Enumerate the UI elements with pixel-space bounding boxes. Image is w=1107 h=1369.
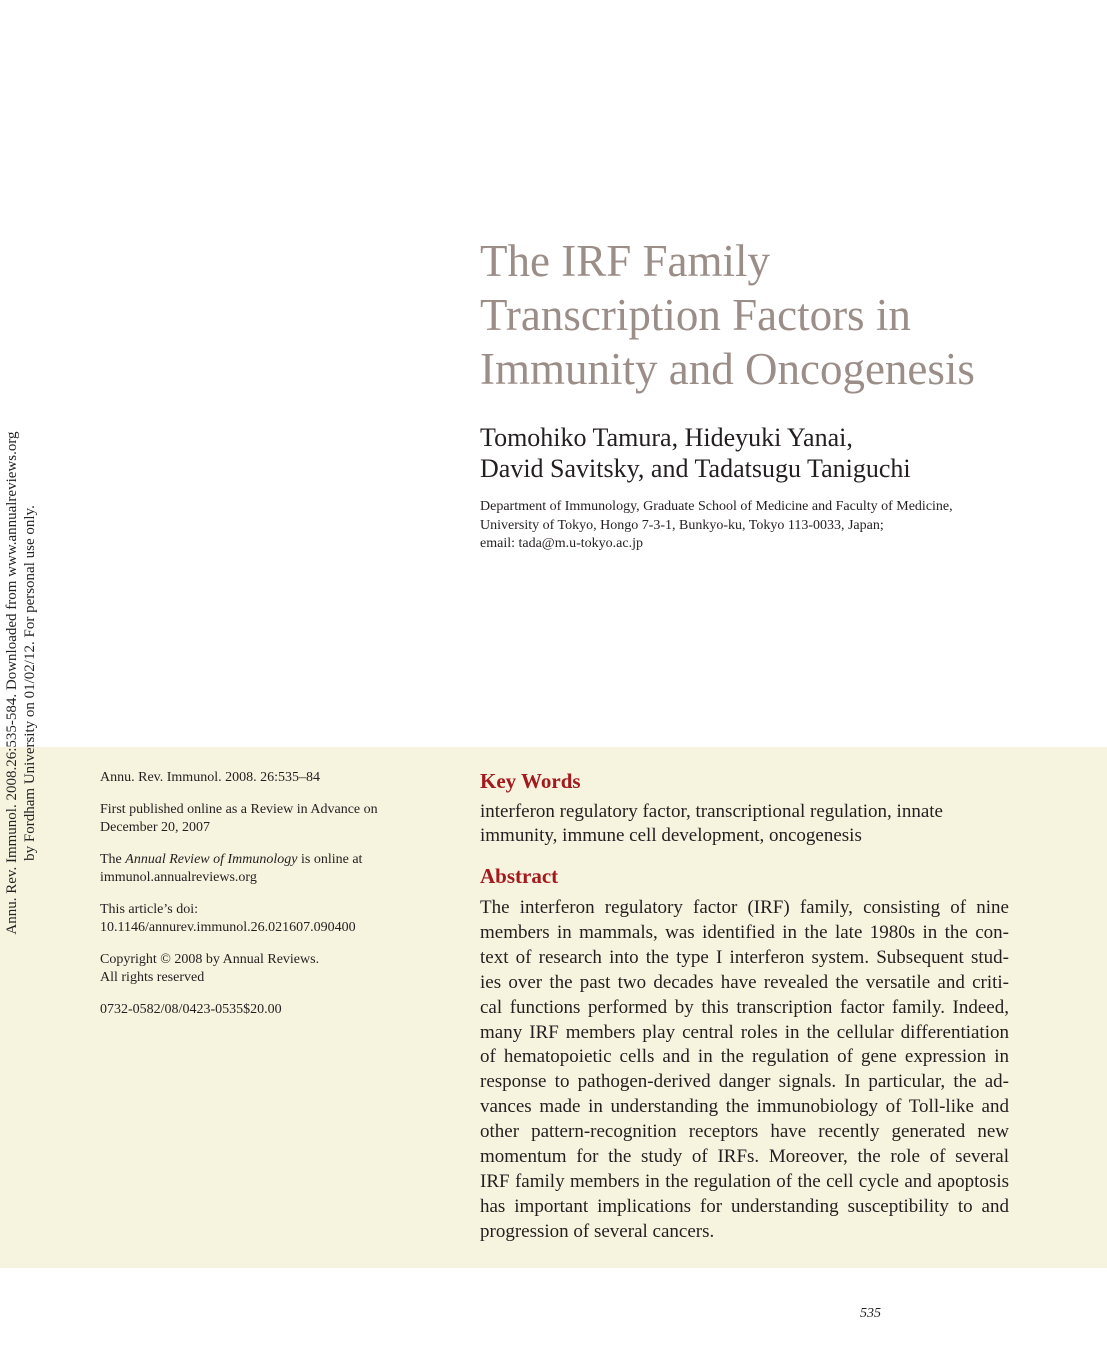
rights-line: All rights reserved <box>100 970 205 985</box>
affiliation-line: University of Tokyo, Hongo 7-3-1, Bunkyo-ku, Tokyo 113-0033, Japan; <box>480 517 884 533</box>
download-watermark <box>3 393 39 973</box>
published-line: First published online as a Review in Advance on <box>100 801 378 817</box>
title-line: Transcription Factors in <box>480 290 911 340</box>
title-line: The IRF Family <box>480 236 770 286</box>
abstract-line: progression of several cancers. <box>480 1220 715 1242</box>
abstract-line: ies over the past two decades have revealed the versatile and criti- <box>480 971 1009 993</box>
abstract-heading: Abstract <box>480 864 559 888</box>
abstract-line: momentum for the study of IRFs. Moreover, the role of several <box>480 1146 1009 1168</box>
page-number: 535 <box>860 1306 881 1321</box>
abstract-line: has important implications for understanding susceptibility to and <box>480 1195 1009 1217</box>
copyright-line: Copyright © 2008 by Annual Reviews. <box>100 951 320 967</box>
abstract-line: cal functions performed by this transcription factor family. Indeed, <box>480 996 1009 1018</box>
abstract-line: of hematopoietic cells and in the regulation of gene expression in <box>480 1046 1009 1068</box>
title-line: Immunity and Oncogenesis <box>480 344 975 394</box>
authors-line: David Savitsky, and Tadatsugu Taniguchi <box>480 454 911 483</box>
abstract-line: text of research into the type I interferon system. Subsequent stud- <box>480 946 1009 968</box>
keywords <box>480 800 1009 848</box>
abstract-line: vances made in understanding the immunobiology of Toll-like and <box>480 1096 1009 1118</box>
abstract-line: The interferon regulatory factor (IRF) family, consisting of nine <box>480 897 1009 918</box>
published-info <box>100 801 440 838</box>
abstract-line: response to pathogen-derived danger signals. In particular, the ad- <box>480 1071 1009 1093</box>
abstract-line: other pattern-recognition receptors have recently generated new <box>480 1121 1009 1143</box>
online-post: is online at <box>297 851 363 867</box>
abstract-line: IRF family members in the regulation of the cell cycle and apoptosis <box>480 1170 1009 1192</box>
citation: Annu. Rev. Immunol. 2008. 26:535–84 <box>100 770 320 785</box>
journal-name: Annual Review of Immunology <box>125 851 298 867</box>
affiliation-line: Department of Immunology, Graduate School of Medicine and Faculty of Medicine, <box>480 499 953 514</box>
main-column <box>480 767 1009 1245</box>
abstract-line: many IRF members play central roles in the cellular differentiation <box>480 1021 1009 1043</box>
affiliation <box>480 498 953 554</box>
authors <box>480 422 911 484</box>
copyright <box>100 951 440 988</box>
keywords-line: interferon regulatory factor, transcriptional regulation, innate <box>480 801 943 822</box>
abstract-text <box>480 896 1009 1245</box>
watermark-line: Annu. Rev. Immunol. 2008.26:535-584. Downloaded from www.annualreviews.org <box>4 431 20 935</box>
publication-info <box>100 769 440 1032</box>
doi-value: 10.1146/annurev.immunol.26.021607.090400 <box>100 920 356 935</box>
authors-line: Tomohiko Tamura, Hideyuki Yanai, <box>480 423 853 452</box>
affiliation-email: email: tada@m.u-tokyo.ac.jp <box>480 536 643 551</box>
online-info <box>100 851 440 888</box>
doi-label: This article’s doi: <box>100 901 198 917</box>
published-date: December 20, 2007 <box>100 820 211 835</box>
online-pre: The <box>100 851 126 867</box>
watermark-line: by Fordham University on 01/02/12. For personal use only. <box>22 505 38 861</box>
abstract-line: members in mammals, was identified in the late 1980s in the con- <box>480 921 1009 943</box>
journal-url: immunol.annualreviews.org <box>100 870 257 885</box>
keywords-line: immunity, immune cell development, oncogenesis <box>480 825 862 846</box>
doi-info <box>100 901 440 938</box>
article-title <box>480 234 975 396</box>
keywords-heading: Key Words <box>480 769 581 793</box>
article-code: 0732-0582/08/0423-0535$20.00 <box>100 1001 282 1017</box>
